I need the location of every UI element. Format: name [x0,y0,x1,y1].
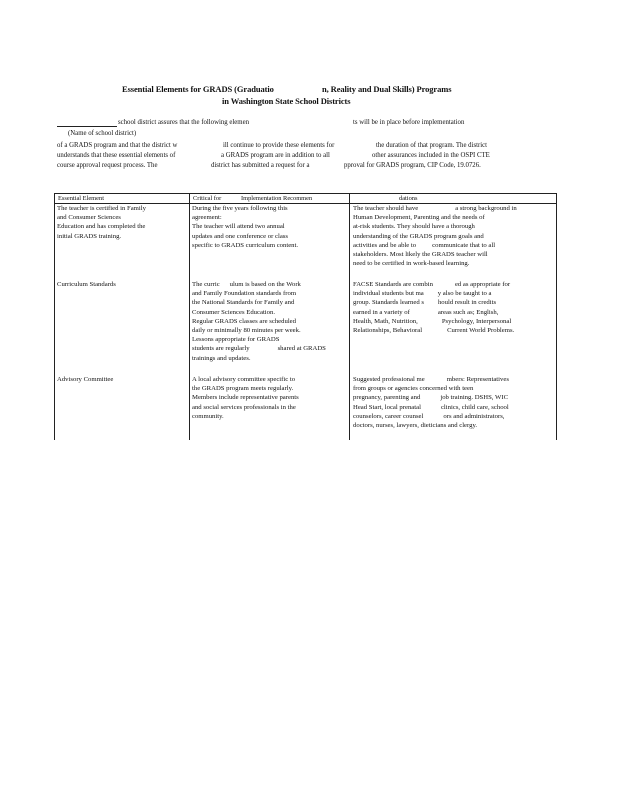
header-critical-part1: Critical for [193,195,222,202]
table-column-divider-1 [189,193,190,440]
assurance-line4-part3: other assurances included in the OSPI CTE [372,152,490,159]
row1-critical: During the five years following this agreement: The teacher will attend two annual updates and one conference or class specific to GRADS curriculum content. [192,205,299,249]
title-line2: in Washington State School Districts [222,96,351,106]
table-column-divider-2 [349,193,350,440]
header-recommendations: dations [399,195,418,202]
row3-critical: A local advisory committee specific to the GRADS program meets regularly. Members include representative parents and social services professionals in the community. [192,376,299,420]
row3-element: Advisory Committee [57,376,114,383]
header-critical-part2: Implementation Recommen [241,195,313,202]
district-name-blank [57,126,117,127]
row2-recommendations: FACSE Standards are combin ed as appropriate for individual students but ma y also be taught to a group. Standards learned s hould result in credits earned in a variety of areas such as; English, Health, Math, Nutrition, Psychology, Interpersonal Relationships, Behavioral Current World Problems. [353,281,515,335]
assurance-line3-part1: of a GRADS program and that the district w [57,142,178,149]
assurance-line1-part1: school district assures that the following elemen [118,119,249,126]
assurance-line4-part2: a GRADS program are in addition to all [221,152,330,159]
table-top-border [54,193,557,194]
assurance-line3-part3: the duration of that program. The district [376,142,488,149]
assurance-line3-part2: ill continue to provide these elements for [223,142,335,149]
row2-critical: The curric ulum is based on the Work and Family Foundation standards from the National Standards for Family and Consumer Sciences Education. Regular GRADS classes are scheduled daily or minimally 80 minutes per week. Lessons appropriate for GRADS students are regularly shared at GRADS trainings and updates. [192,281,326,362]
assurance-line5-part3: pproval for GRADS program, CIP Code, 19.0726. [344,162,481,169]
row3-recommendations: Suggested professional me mbers: Representatives from groups or agencies concerned with teen pregnancy, parenting and job training. DSHS, WIC Head Start, local prenatal clinics, child care, school counselors, career counsel ors and administrators, doctors, nurses, lawyers, dieticians and clergy. [353,376,509,430]
table-left-border [54,193,55,440]
assurance-line1-part2: ts will be in place before implementation [353,119,465,126]
header-essential-element: Essential Element [58,195,104,202]
table-right-border [556,193,557,440]
title-line1-part1: Essential Elements for GRADS (Graduatio [122,84,274,94]
row1-recommendations: The teacher should have a strong background in Human Development, Parenting and the needs of at-risk students. They should have a thorough understanding of the GRADS program goals and activities and be able to communicate that to all stakeholders. Most likely the GRADS teacher will need to be certified in work-based learning. [353,205,517,268]
district-name-caption: (Name of school district) [68,130,137,137]
assurance-line4-part1: understands that these essential elements of [57,152,176,159]
assurance-line5-part1: course approval request process. The [57,162,158,169]
row1-element: The teacher is certified in Family and Consumer Sciences Education and has completed the initial GRADS training. [57,205,146,240]
assurance-line5-part2: district has submitted a request for a [211,162,310,169]
title-line1-part2: n, Reality and Dual Skills) Programs [322,84,452,94]
row2-element: Curriculum Standards [57,281,116,288]
